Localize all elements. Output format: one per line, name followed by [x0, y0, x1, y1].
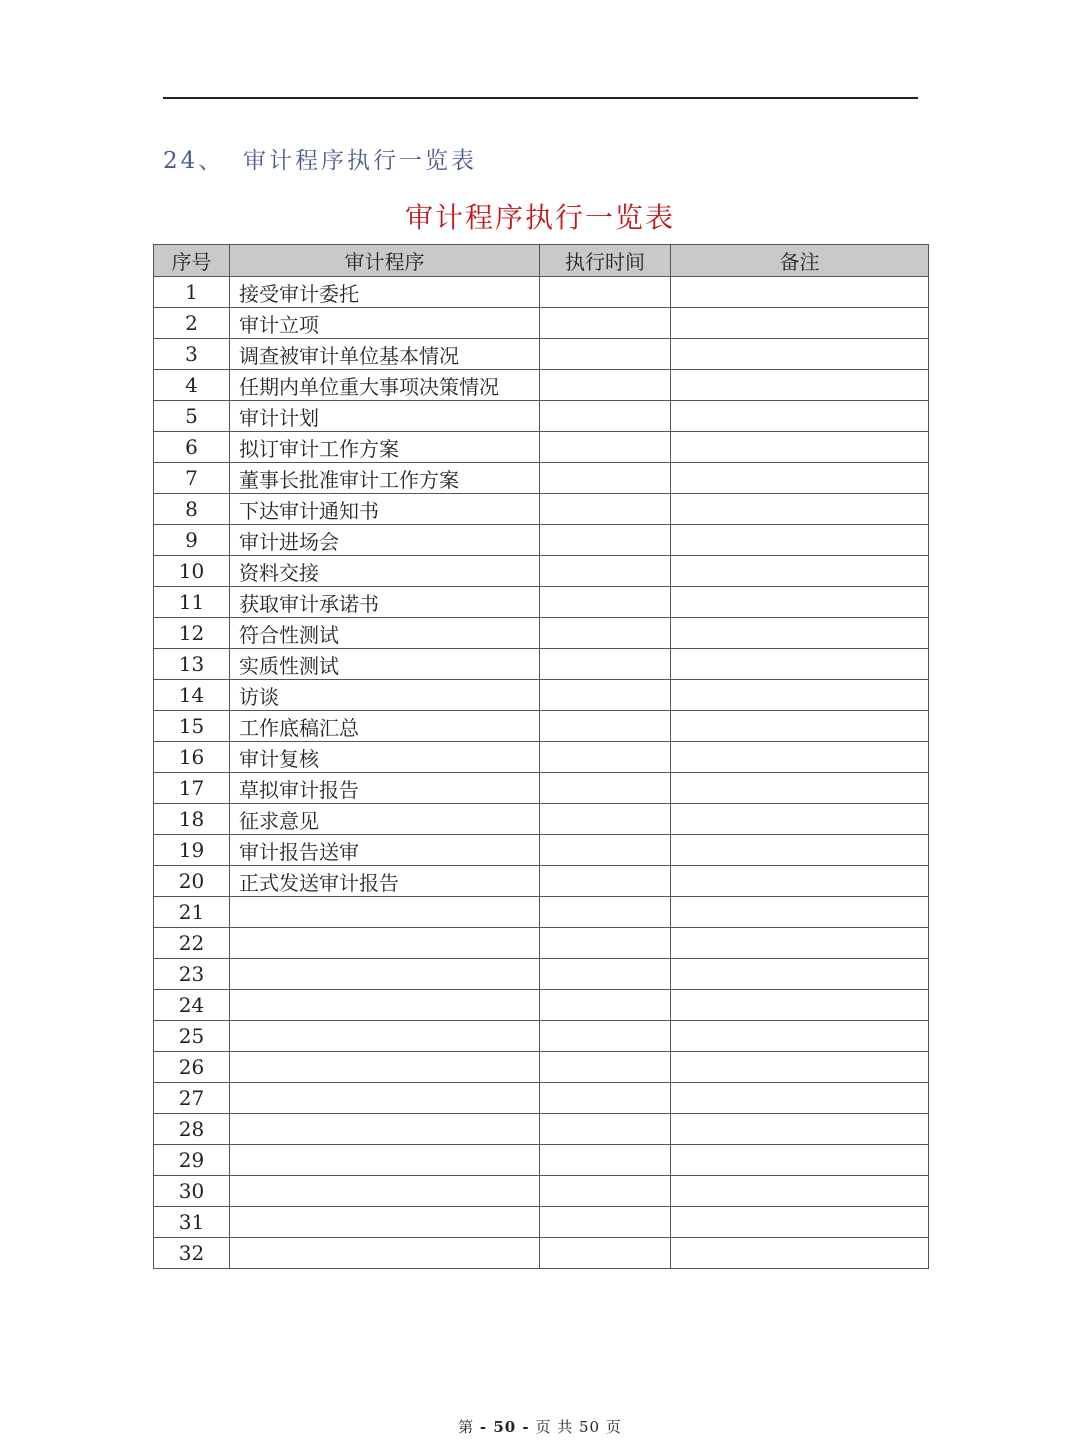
cell-remarks [671, 494, 929, 525]
table-row [154, 711, 929, 742]
cell-remarks [671, 1207, 929, 1238]
table-row [154, 742, 929, 773]
table-row [154, 1021, 929, 1052]
cell-seq: 30 [154, 1176, 230, 1207]
cell-procedure: 征求意见 [230, 804, 540, 835]
cell-procedure: 正式发送审计报告 [230, 866, 540, 897]
cell-seq: 9 [154, 525, 230, 556]
table-row [154, 432, 929, 463]
cell-exec-time [540, 649, 671, 680]
table-row [154, 959, 929, 990]
table-row [154, 401, 929, 432]
cell-remarks [671, 556, 929, 587]
cell-seq: 28 [154, 1114, 230, 1145]
cell-procedure [230, 1176, 540, 1207]
cell-seq: 29 [154, 1145, 230, 1176]
cell-remarks [671, 277, 929, 308]
cell-remarks [671, 990, 929, 1021]
cell-procedure: 资料交接 [230, 556, 540, 587]
cell-seq: 3 [154, 339, 230, 370]
table-row [154, 835, 929, 866]
cell-seq: 22 [154, 928, 230, 959]
cell-procedure: 审计进场会 [230, 525, 540, 556]
cell-exec-time [540, 463, 671, 494]
section-title: 审计程序执行一览表 [243, 148, 477, 174]
cell-remarks [671, 370, 929, 401]
footer-mid: 页 共 [535, 1418, 574, 1436]
page-footer [0, 1416, 1080, 1437]
cell-procedure: 调查被审计单位基本情况 [230, 339, 540, 370]
cell-seq: 7 [154, 463, 230, 494]
cell-procedure: 实质性测试 [230, 649, 540, 680]
cell-remarks [671, 649, 929, 680]
table-row [154, 463, 929, 494]
cell-remarks [671, 432, 929, 463]
cell-procedure: 审计计划 [230, 401, 540, 432]
table-row [154, 1114, 929, 1145]
cell-procedure [230, 1021, 540, 1052]
table-row [154, 1207, 929, 1238]
cell-remarks [671, 835, 929, 866]
table-row [154, 680, 929, 711]
cell-procedure [230, 1083, 540, 1114]
cell-remarks [671, 711, 929, 742]
cell-seq: 21 [154, 897, 230, 928]
header-seq: 序号 [154, 245, 230, 277]
cell-seq: 12 [154, 618, 230, 649]
table-row [154, 1145, 929, 1176]
cell-exec-time [540, 618, 671, 649]
table-row [154, 370, 929, 401]
table-row [154, 618, 929, 649]
section-heading [163, 142, 477, 178]
cell-procedure [230, 1207, 540, 1238]
cell-exec-time [540, 866, 671, 897]
cell-remarks [671, 401, 929, 432]
cell-procedure: 下达审计通知书 [230, 494, 540, 525]
cell-remarks [671, 742, 929, 773]
cell-exec-time [540, 370, 671, 401]
cell-remarks [671, 525, 929, 556]
cell-remarks [671, 1021, 929, 1052]
cell-procedure: 工作底稿汇总 [230, 711, 540, 742]
table-row [154, 773, 929, 804]
cell-seq: 6 [154, 432, 230, 463]
table-row [154, 525, 929, 556]
table-row [154, 1083, 929, 1114]
cell-seq: 10 [154, 556, 230, 587]
table-row [154, 897, 929, 928]
header-rule [163, 97, 918, 99]
cell-seq: 32 [154, 1238, 230, 1269]
cell-procedure: 审计立项 [230, 308, 540, 339]
cell-exec-time [540, 1021, 671, 1052]
cell-remarks [671, 773, 929, 804]
cell-exec-time [540, 1145, 671, 1176]
cell-procedure: 审计报告送审 [230, 835, 540, 866]
cell-remarks [671, 680, 929, 711]
cell-seq: 20 [154, 866, 230, 897]
cell-seq: 13 [154, 649, 230, 680]
cell-procedure [230, 990, 540, 1021]
cell-exec-time [540, 711, 671, 742]
cell-procedure [230, 1114, 540, 1145]
cell-exec-time [540, 277, 671, 308]
cell-procedure [230, 1145, 540, 1176]
cell-seq: 23 [154, 959, 230, 990]
cell-seq: 27 [154, 1083, 230, 1114]
footer-current-page: - 50 - [479, 1418, 530, 1436]
cell-remarks [671, 1176, 929, 1207]
table-row [154, 649, 929, 680]
cell-seq: 16 [154, 742, 230, 773]
table-body [154, 277, 929, 1269]
cell-seq: 1 [154, 277, 230, 308]
table-row [154, 1238, 929, 1269]
cell-seq: 4 [154, 370, 230, 401]
cell-exec-time [540, 742, 671, 773]
table-row [154, 990, 929, 1021]
section-number: 24、 [163, 148, 225, 174]
cell-remarks [671, 618, 929, 649]
footer-total-pages: 50 [579, 1418, 601, 1436]
cell-seq: 15 [154, 711, 230, 742]
cell-exec-time [540, 401, 671, 432]
cell-seq: 24 [154, 990, 230, 1021]
cell-exec-time [540, 432, 671, 463]
footer-suffix: 页 [605, 1418, 622, 1436]
cell-seq: 11 [154, 587, 230, 618]
cell-procedure: 草拟审计报告 [230, 773, 540, 804]
cell-remarks [671, 804, 929, 835]
cell-remarks [671, 587, 929, 618]
table-row [154, 556, 929, 587]
cell-exec-time [540, 928, 671, 959]
cell-remarks [671, 959, 929, 990]
cell-exec-time [540, 339, 671, 370]
cell-procedure [230, 1052, 540, 1083]
cell-procedure [230, 959, 540, 990]
cell-seq: 5 [154, 401, 230, 432]
cell-exec-time [540, 1207, 671, 1238]
table-row [154, 339, 929, 370]
document-title: 审计程序执行一览表 [404, 201, 675, 234]
cell-procedure: 拟订审计工作方案 [230, 432, 540, 463]
cell-procedure: 获取审计承诺书 [230, 587, 540, 618]
table-header-row [154, 245, 929, 277]
table-row [154, 804, 929, 835]
table-row [154, 494, 929, 525]
header-remarks: 备注 [671, 245, 929, 277]
cell-procedure: 符合性测试 [230, 618, 540, 649]
cell-exec-time [540, 773, 671, 804]
cell-exec-time [540, 897, 671, 928]
cell-seq: 19 [154, 835, 230, 866]
cell-exec-time [540, 1052, 671, 1083]
cell-seq: 17 [154, 773, 230, 804]
table-row [154, 928, 929, 959]
table-row [154, 308, 929, 339]
cell-exec-time [540, 680, 671, 711]
cell-exec-time [540, 308, 671, 339]
cell-exec-time [540, 1114, 671, 1145]
cell-exec-time [540, 804, 671, 835]
cell-seq: 18 [154, 804, 230, 835]
cell-seq: 14 [154, 680, 230, 711]
cell-exec-time [540, 1083, 671, 1114]
cell-remarks [671, 463, 929, 494]
cell-exec-time [540, 556, 671, 587]
cell-remarks [671, 1052, 929, 1083]
header-procedure: 审计程序 [230, 245, 540, 277]
cell-procedure [230, 928, 540, 959]
cell-remarks [671, 339, 929, 370]
cell-exec-time [540, 525, 671, 556]
cell-seq: 8 [154, 494, 230, 525]
cell-procedure: 董事长批准审计工作方案 [230, 463, 540, 494]
cell-remarks [671, 866, 929, 897]
cell-procedure [230, 897, 540, 928]
cell-exec-time [540, 959, 671, 990]
cell-remarks [671, 308, 929, 339]
cell-seq: 2 [154, 308, 230, 339]
cell-seq: 26 [154, 1052, 230, 1083]
cell-procedure: 访谈 [230, 680, 540, 711]
cell-remarks [671, 928, 929, 959]
cell-exec-time [540, 835, 671, 866]
cell-seq: 31 [154, 1207, 230, 1238]
table-row [154, 587, 929, 618]
cell-procedure [230, 1238, 540, 1269]
table-row [154, 1052, 929, 1083]
cell-procedure: 接受审计委托 [230, 277, 540, 308]
table-row [154, 277, 929, 308]
table-row [154, 866, 929, 897]
cell-procedure: 审计复核 [230, 742, 540, 773]
cell-exec-time [540, 494, 671, 525]
cell-exec-time [540, 587, 671, 618]
cell-remarks [671, 897, 929, 928]
cell-exec-time [540, 1238, 671, 1269]
cell-seq: 25 [154, 1021, 230, 1052]
cell-remarks [671, 1238, 929, 1269]
header-exec-time: 执行时间 [540, 245, 671, 277]
footer-prefix: 第 [458, 1418, 475, 1436]
audit-procedure-table [153, 244, 929, 1269]
table-row [154, 1176, 929, 1207]
cell-remarks [671, 1083, 929, 1114]
cell-remarks [671, 1145, 929, 1176]
cell-procedure: 任期内单位重大事项决策情况 [230, 370, 540, 401]
cell-remarks [671, 1114, 929, 1145]
cell-exec-time [540, 1176, 671, 1207]
cell-exec-time [540, 990, 671, 1021]
